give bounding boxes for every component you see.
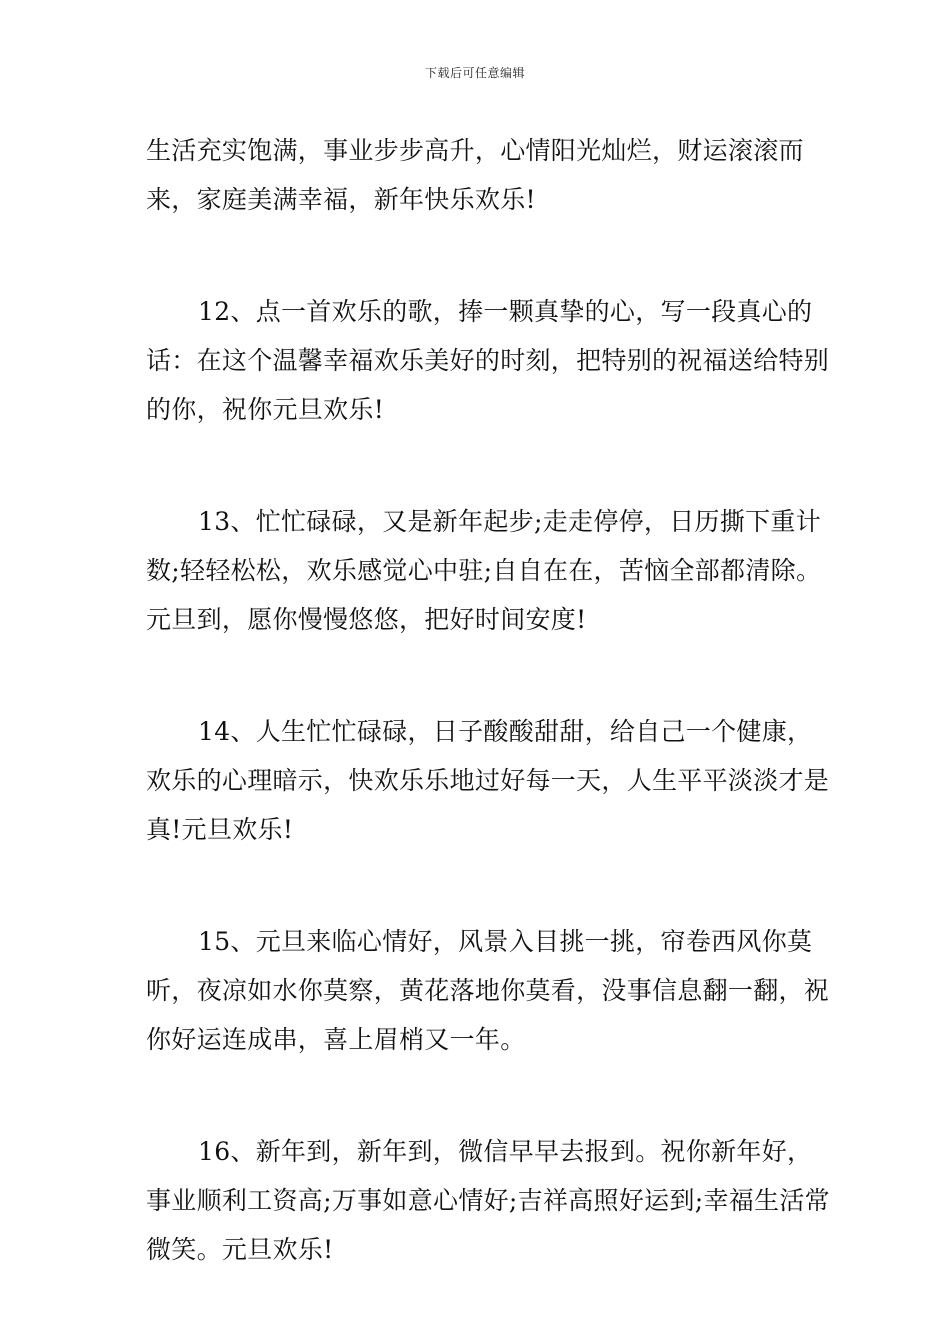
- paragraph-item-12: 12、点一首欢乐的歌，捧一颗真挚的心，写一段真心的话：在这个温馨幸福欢乐美好的时刻，把特别的祝福送给特别的你，祝你元旦欢乐!: [146, 297, 830, 424]
- paragraph-item-13: 13、忙忙碌碌，又是新年起步;走走停停，日历撕下重计数;轻轻松松，欢乐感觉心中驻;自自在在，苦恼全部都清除。元旦到，愿你慢慢悠悠，把好时间安度!: [146, 507, 822, 634]
- paragraph-item-14: 14、人生忙忙碌碌，日子酸酸甜甜，给自己一个健康，欢乐的心理暗示，快欢乐乐地过好每一天，人生平平淡淡才是真!元旦欢乐!: [146, 717, 830, 844]
- document-body: [146, 126, 836, 1337]
- page-header: 下载后可任意编辑: [424, 66, 525, 80]
- paragraph-item-16: 16、新年到，新年到，微信早早去报到。祝你新年好，事业顺利工资高;万事如意心情好;吉祥高照好运到;幸福生活常微笑。元旦欢乐!: [146, 1137, 830, 1264]
- paragraph-continuation: 生活充实饱满，事业步步高升，心情阳光灿烂，财运滚滚而来，家庭美满幸福，新年快乐欢乐!: [146, 136, 804, 214]
- paragraph-item-15: 15、元旦来临心情好，风景入目挑一挑，帘卷西风你莫听，夜凉如水你莫察，黄花落地你莫看，没事信息翻一翻，祝你好运连成串，喜上眉梢又一年。: [146, 927, 830, 1054]
